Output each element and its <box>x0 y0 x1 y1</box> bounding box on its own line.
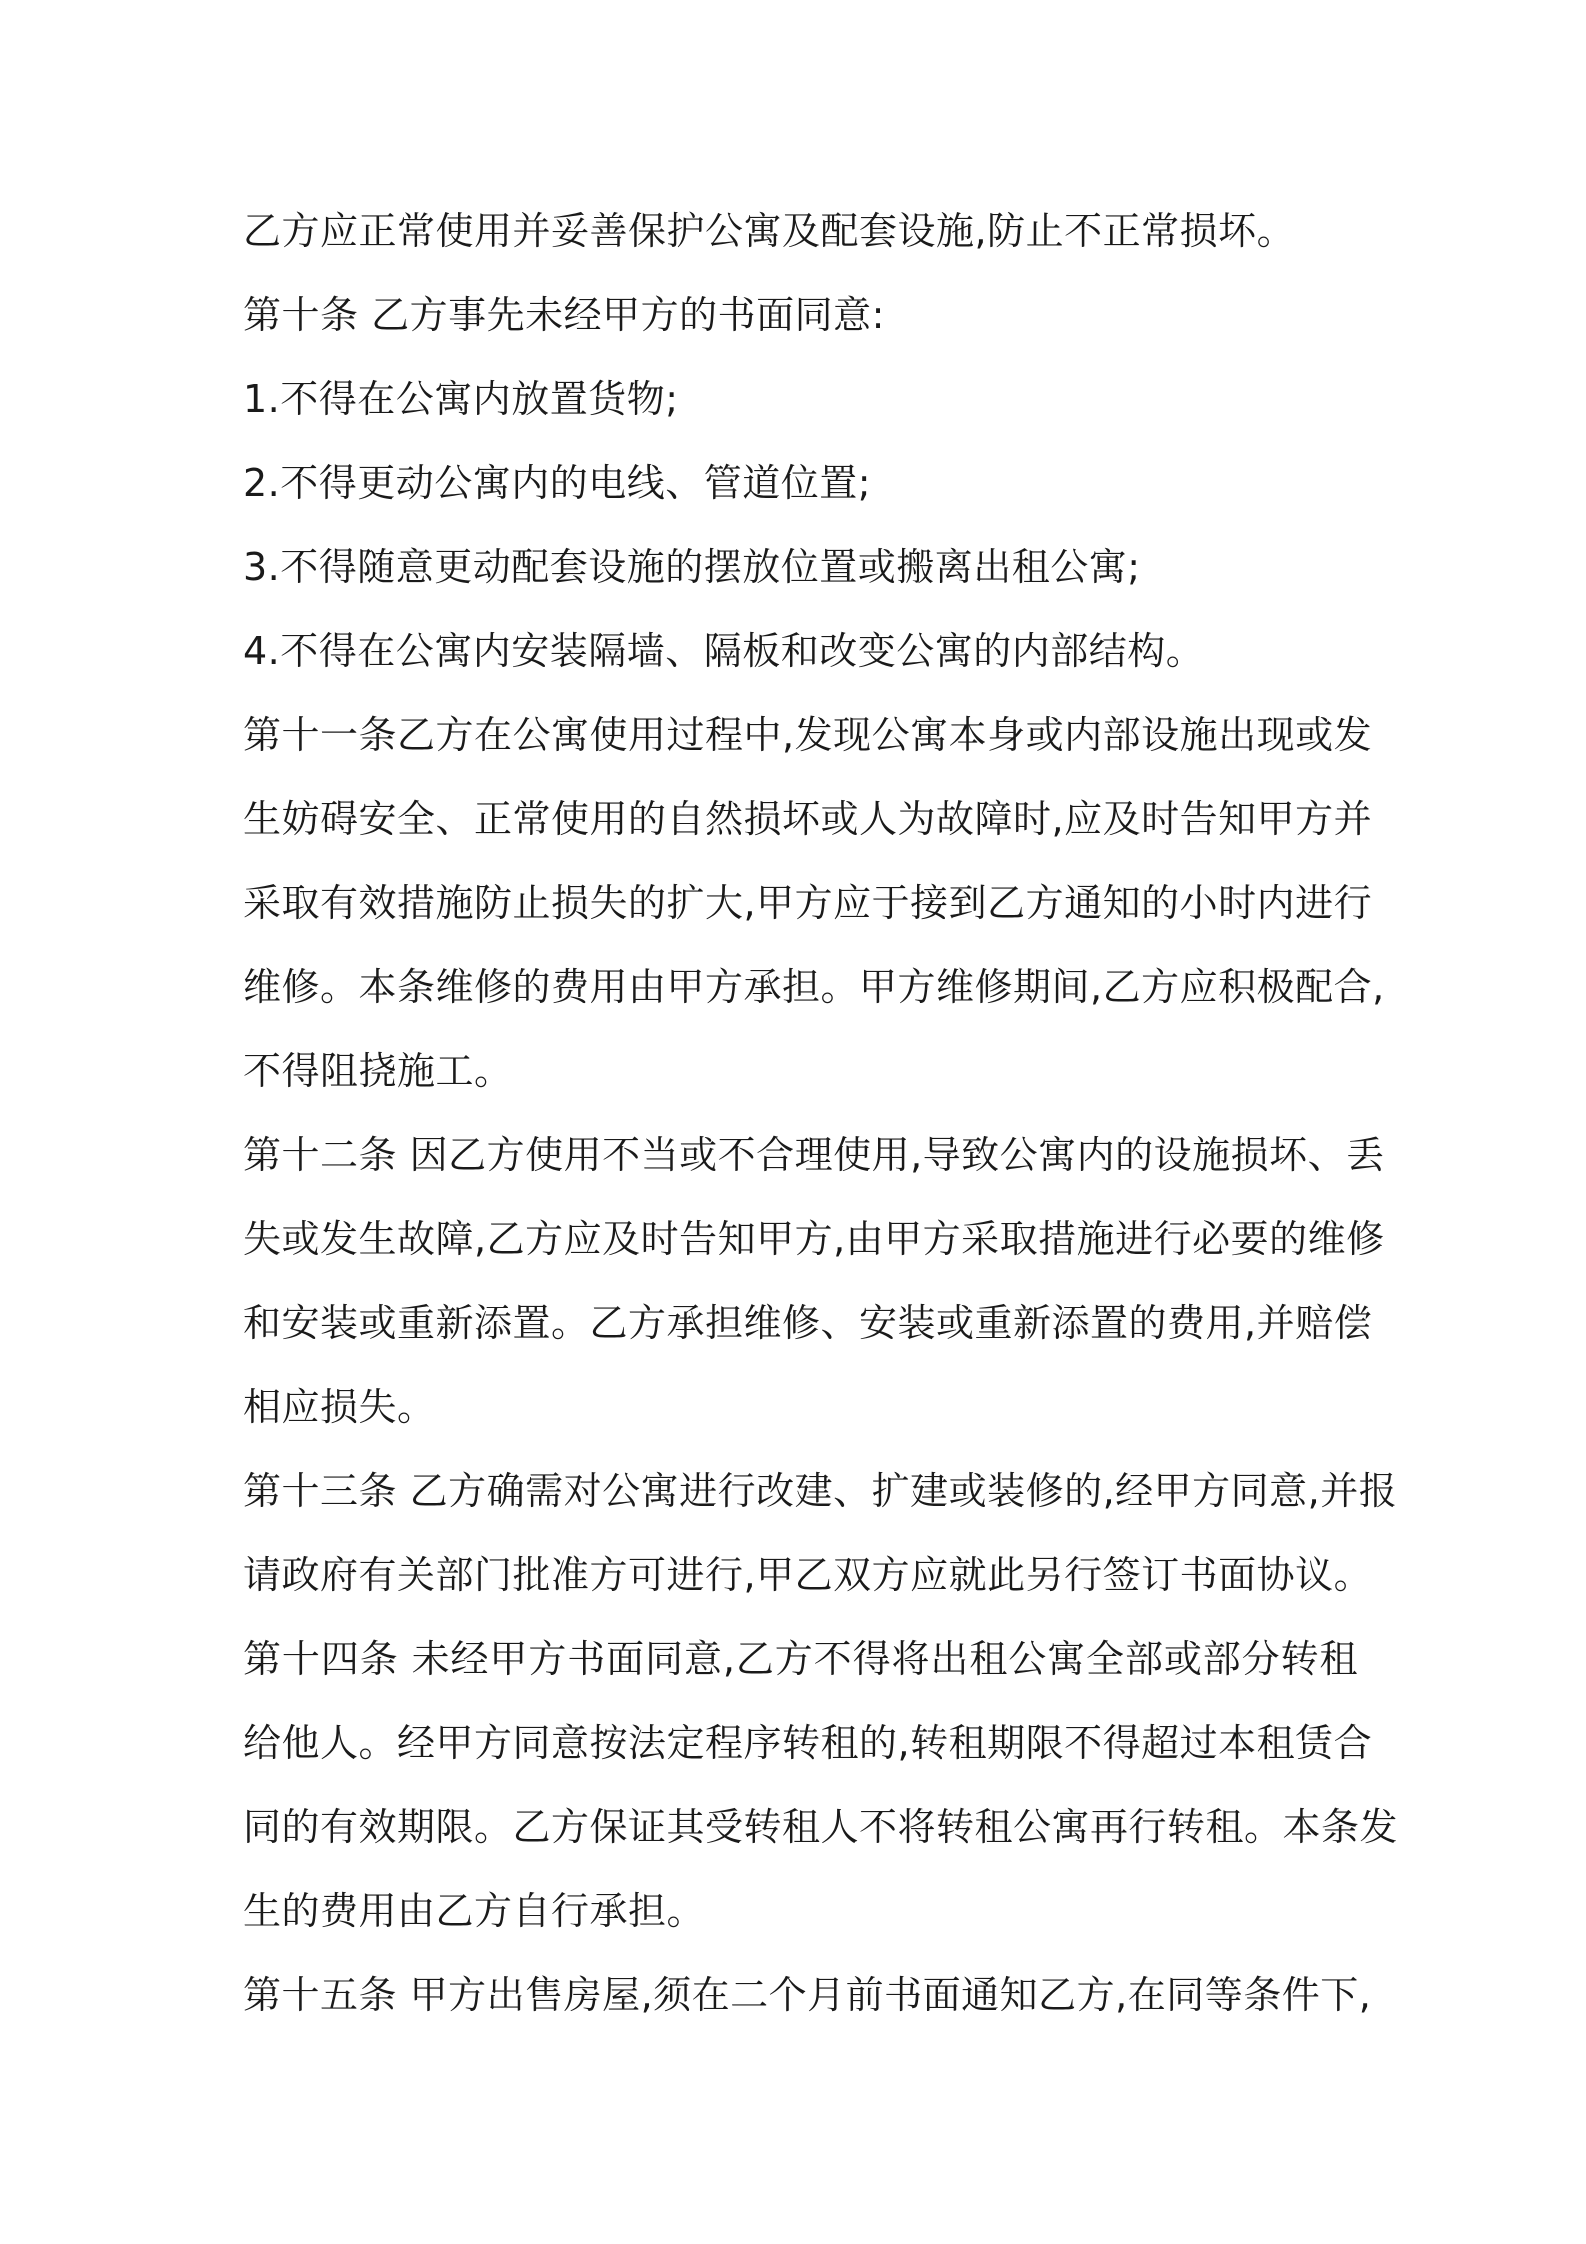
article-11-line: 采取有效措施防止损失的扩大,甲方应于接到乙方通知的小时内进行 <box>243 881 1373 925</box>
list-item-4: 4.不得在公寓内安装隔墙、隔板和改变公寓的内部结构。 <box>243 629 1205 673</box>
article-14-line: 生的费用由乙方自行承担。 <box>243 1889 706 1933</box>
article-14-line: 给他人。经甲方同意按法定程序转租的,转租期限不得超过本租赁合 <box>243 1721 1373 1765</box>
article-12-line: 相应损失。 <box>243 1385 436 1429</box>
article-12-line: 第十二条 因乙方使用不当或不合理使用,导致公寓内的设施损坏、丢 <box>243 1133 1385 1177</box>
list-item-2: 2.不得更动公寓内的电线、管道位置; <box>243 461 872 505</box>
article-11-line: 生妨碍安全、正常使用的自然损坏或人为故障时,应及时告知甲方并 <box>243 797 1373 841</box>
list-item-1: 1.不得在公寓内放置货物; <box>243 377 679 421</box>
paragraph-line: 乙方应正常使用并妥善保护公寓及配套设施,防止不正常损坏。 <box>243 209 1296 253</box>
article-12-line: 失或发生故障,乙方应及时告知甲方,由甲方采取措施进行必要的维修 <box>243 1217 1385 1261</box>
article-13-line: 第十三条 乙方确需对公寓进行改建、扩建或装修的,经甲方同意,并报 <box>243 1469 1398 1513</box>
article-10-heading: 第十条 乙方事先未经甲方的书面同意: <box>243 293 885 337</box>
list-item-3: 3.不得随意更动配套设施的摆放位置或搬离出租公寓; <box>243 545 1141 589</box>
article-12-line: 和安装或重新添置。乙方承担维修、安装或重新添置的费用,并赔偿 <box>243 1301 1373 1345</box>
article-14-line: 第十四条 未经甲方书面同意,乙方不得将出租公寓全部或部分转租 <box>243 1637 1358 1681</box>
article-11-line: 第十一条乙方在公寓使用过程中,发现公寓本身或内部设施出现或发 <box>243 713 1373 757</box>
article-14-line: 同的有效期限。乙方保证其受转租人不将转租公寓再行转租。本条发 <box>243 1805 1399 1849</box>
article-15-line: 第十五条 甲方出售房屋,须在二个月前书面通知乙方,在同等条件下, <box>243 1973 1372 2017</box>
article-13-line: 请政府有关部门批准方可进行,甲乙双方应就此另行签订书面协议。 <box>243 1553 1373 1597</box>
article-11-line: 不得阻挠施工。 <box>243 1049 513 1093</box>
article-11-line: 维修。本条维修的费用由甲方承担。甲方维修期间,乙方应积极配合, <box>243 965 1385 1009</box>
contract-text <box>243 196 1399 2044</box>
